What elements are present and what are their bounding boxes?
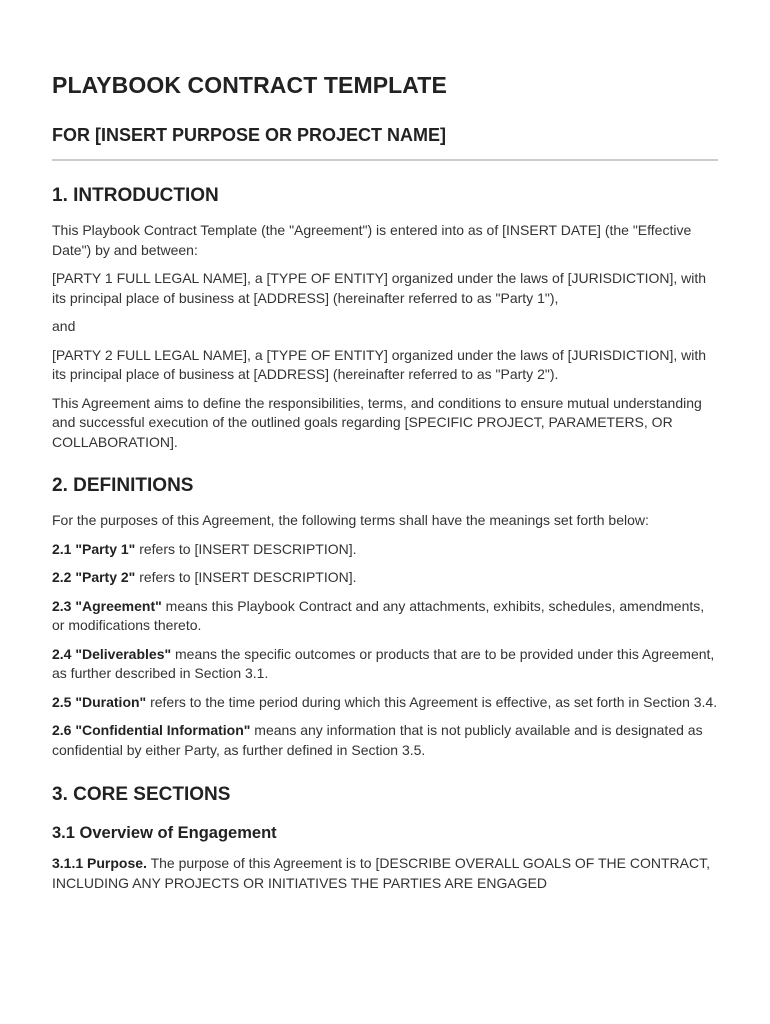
definition-item (52, 645, 718, 684)
purpose-term: 3.1.1 Purpose. (52, 855, 147, 871)
definition-text: refers to [INSERT DESCRIPTION]. (135, 569, 357, 585)
section-introduction-heading: 1. INTRODUCTION (52, 185, 219, 206)
definition-term: 2.6 "Confidential Information" (52, 722, 251, 738)
definition-item (52, 568, 718, 588)
purpose-text: The purpose of this Agreement is to [DESCRIBE OVERALL GOALS OF THE CONTRACT, INCLUDING ANY PROJECTS OR INITIATIVES THE PARTIES ARE ENGAGED (52, 855, 710, 891)
definition-item (52, 597, 718, 636)
introduction-paragraph-1: This Playbook Contract Template (the "Agreement") is entered into as of [INSERT DATE] (the "Effective Date") by and between: (52, 222, 692, 258)
subsection-overview-heading: 3.1 Overview of Engagement (52, 824, 277, 842)
definition-item (52, 693, 718, 713)
definition-item (52, 540, 718, 560)
definition-item (52, 721, 718, 760)
definition-term: 2.3 "Agreement" (52, 597, 162, 614)
document-subtitle: FOR [INSERT PURPOSE OR PROJECT NAME] (52, 125, 447, 145)
introduction-paragraph-4: [PARTY 2 FULL LEGAL NAME], a [TYPE OF ENTITY] organized under the laws of [JURISDICTION], with its principal place of business at [ADDRESS] (hereinafter referred to as "Party 2"). (52, 346, 707, 382)
definition-term: 2.2 "Party 2" (52, 569, 136, 585)
definition-term: 2.5 "Duration" (52, 693, 147, 710)
definition-term: 2.4 "Deliverables" (52, 645, 172, 662)
section-core-heading: 3. CORE SECTIONS (52, 784, 231, 805)
document-title: PLAYBOOK CONTRACT TEMPLATE (52, 72, 447, 98)
definitions-intro: For the purposes of this Agreement, the following terms shall have the meanings set forth below: (52, 512, 649, 528)
definition-text: means this Playbook Contract and any attachments, exhibits, schedules, amendments, or modifications thereto. (52, 597, 705, 633)
definition-text: refers to [INSERT DESCRIPTION]. (135, 540, 357, 557)
introduction-paragraph-3: and (52, 318, 76, 334)
definition-text: means the specific outcomes or products that are to be provided under this Agreement, as further described in Section 3.1. (52, 645, 715, 681)
document-body (52, 185, 718, 893)
definition-text: refers to the time period during which this Agreement is effective, as set forth in Section 3.4. (146, 693, 718, 710)
purpose-paragraph (52, 854, 718, 893)
introduction-paragraph-2: [PARTY 1 FULL LEGAL NAME], a [TYPE OF ENTITY] organized under the laws of [JURISDICTION], with its principal place of business at [ADDRESS] (hereinafter referred to as "Party 1"), (52, 270, 707, 306)
introduction-paragraph-5: This Agreement aims to define the responsibilities, terms, and conditions to ensure mutual understanding and successful execution of the outlined goals regarding [SPECIFIC PROJECT, PARAMETERS, OR COLLABORATION]. (52, 394, 702, 450)
definition-text: means any information that is not publicly available and is designated as confidential by either Party, as further defined in Section 3.5. (52, 722, 703, 758)
section-definitions-heading: 2. DEFINITIONS (52, 475, 194, 496)
title-divider (52, 159, 718, 161)
definition-term: 2.1 "Party 1" (52, 540, 136, 557)
